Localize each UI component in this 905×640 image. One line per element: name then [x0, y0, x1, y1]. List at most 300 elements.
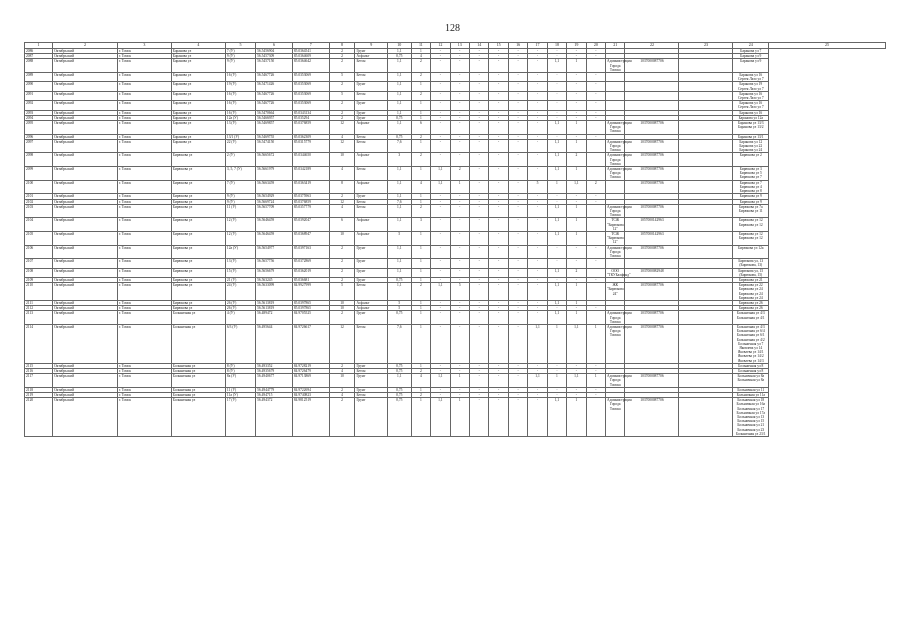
- cell-area: 0,75: [387, 54, 411, 59]
- cell-n6: -: [508, 231, 527, 245]
- cell-n2: 1,1: [431, 167, 450, 181]
- cell-no: 2092: [25, 101, 53, 110]
- header-cell: 19: [567, 43, 586, 49]
- cell-surface: Бетон: [355, 91, 387, 100]
- cell-surface: Асфальт: [355, 180, 387, 194]
- cell-n2: -: [431, 54, 450, 59]
- cell-surface: Бетон: [355, 73, 387, 82]
- cell-t1: 10: [329, 300, 355, 305]
- table-row: [25, 59, 886, 73]
- cell-n10: -: [586, 194, 605, 199]
- cell-n3: -: [450, 91, 469, 100]
- cell-surface: Грунт: [355, 110, 387, 115]
- cell-t1: 4: [329, 167, 355, 181]
- cell-n5: -: [489, 398, 508, 437]
- cell-area: 5: [387, 306, 411, 311]
- cell-addresses: [733, 153, 769, 167]
- header-cell: 9: [355, 43, 387, 49]
- cell-lat: 56.5457309: [256, 54, 293, 59]
- cell-n6: -: [508, 398, 527, 437]
- cell-n1: 4: [411, 180, 430, 194]
- cell-owner: ЖК "Бирюкова 24": [606, 283, 625, 301]
- cell-n6: -: [508, 204, 527, 218]
- cell-n7: -: [528, 218, 547, 232]
- cell-n5: -: [489, 59, 508, 73]
- cell-n7: -: [528, 139, 547, 153]
- cell-n10: -: [586, 259, 605, 268]
- cell-n4: -: [469, 82, 488, 91]
- cell-surface: Асфальт: [355, 54, 387, 59]
- cell-owner: Администрация Города Томска: [607, 374, 632, 387]
- cell-n4: -: [469, 153, 488, 167]
- table-row: [25, 324, 886, 363]
- table-row: [25, 204, 886, 218]
- cell-n5: -: [489, 363, 508, 368]
- address-line: Баранова ул 12а: [738, 115, 763, 120]
- cell-n2: -: [431, 82, 450, 91]
- cell-n1: 1: [411, 110, 430, 115]
- cell-n3: -: [450, 134, 469, 139]
- cell-n7: -: [528, 134, 547, 139]
- cell-addresses: [733, 324, 769, 363]
- cell-spare: [679, 311, 733, 325]
- cell-n10: -: [586, 134, 605, 139]
- cell-ogrn: 1037000087706: [625, 153, 679, 167]
- cell-no: 2113: [25, 311, 53, 325]
- cell-street: Бирюкова ул: [171, 283, 225, 301]
- cell-n10: -: [586, 387, 605, 392]
- cell-surface: Асфальт: [355, 218, 387, 232]
- cell-n9: -: [567, 194, 586, 199]
- cell-n2: -: [431, 277, 450, 282]
- cell-n2: -: [431, 387, 450, 392]
- cell-n3: -: [450, 204, 469, 218]
- cell-t1: 2: [329, 398, 355, 437]
- cell-addresses: [733, 121, 769, 135]
- cell-n4: -: [469, 398, 488, 437]
- cell-n3: -: [450, 54, 469, 59]
- cell-n10: -: [586, 277, 605, 282]
- cell-t1: 12: [329, 139, 355, 153]
- cell-n7: -: [528, 300, 547, 305]
- cell-district: Октябрьский: [53, 180, 118, 194]
- cell-n6: -: [508, 167, 527, 181]
- cell-district: Октябрьский: [53, 245, 118, 259]
- cell-n3: -: [450, 199, 469, 204]
- cell-n7: -: [528, 231, 547, 245]
- cell-n6: -: [508, 110, 527, 115]
- cell-n9: 1: [567, 139, 586, 153]
- cell-n4: -: [469, 374, 488, 388]
- cell-ogrn: 1037000087706: [625, 204, 679, 218]
- cell-addresses: [733, 387, 769, 392]
- address-line: Бирюкова ул 9: [739, 194, 762, 199]
- cell-n6: -: [508, 54, 527, 59]
- cell-t1: 2: [329, 259, 355, 268]
- cell-house: 12 (У): [225, 218, 255, 232]
- cell-city: г. Томск: [117, 311, 171, 325]
- cell-ogrn: 1057000142963: [625, 231, 679, 245]
- cell-area: 1,1: [387, 374, 411, 388]
- cell-n1: 1: [411, 398, 430, 437]
- cell-n9: -: [567, 110, 586, 115]
- cell-lon: 85.0343134: [292, 110, 329, 115]
- cell-addresses: [733, 204, 769, 218]
- cell-n4: -: [469, 218, 488, 232]
- cell-n10: 2: [586, 180, 605, 194]
- cell-area: 1,1: [387, 91, 411, 100]
- cell-area: 1,1: [387, 204, 411, 218]
- cell-n4: -: [469, 311, 488, 325]
- address-line: Баранова ул 13/3: [737, 121, 764, 126]
- cell-n7: 5: [528, 180, 547, 194]
- cell-n5: -: [489, 73, 508, 82]
- cell-owner: [606, 101, 625, 110]
- cell-n3: 5: [450, 283, 469, 301]
- cell-ogrn: 1037000087706: [625, 311, 679, 325]
- header-cell: 8: [329, 43, 355, 49]
- address-line: Бирюкова ул 3: [739, 167, 762, 172]
- header-cell: 5: [225, 43, 255, 49]
- cell-surface: Бетон: [355, 134, 387, 139]
- cell-t1: 10: [329, 374, 355, 388]
- cell-area: 1,1: [387, 167, 411, 181]
- address-line: Бирюкова ул, 15 (Бирюкова, 15): [738, 268, 764, 277]
- header-cell: 11: [411, 43, 430, 49]
- cell-n5: -: [489, 300, 508, 305]
- cell-n5: -: [489, 268, 508, 277]
- cell-lon: 85.0397865: [292, 300, 329, 305]
- cell-area: 0,75: [387, 369, 411, 374]
- cell-no: 2088: [25, 59, 53, 73]
- cell-district: Октябрьский: [53, 121, 118, 135]
- cell-n4: -: [469, 134, 488, 139]
- cell-addresses: [733, 283, 769, 301]
- address-line: Сергея Лазо ул 7: [737, 86, 764, 91]
- cell-surface: Бетон: [355, 59, 387, 73]
- cell-n3: -: [450, 73, 469, 82]
- cell-street: Больничная ул: [171, 363, 225, 368]
- cell-street: Бирюкова ул: [171, 300, 225, 305]
- cell-t1: 2: [329, 115, 355, 120]
- cell-lat: 56.5654977: [256, 245, 293, 259]
- cell-n3: -: [450, 245, 469, 259]
- cell-district: Октябрьский: [53, 73, 118, 82]
- cell-n8: 1,1: [547, 121, 566, 135]
- cell-n9: -: [567, 306, 586, 311]
- cell-n9: -: [567, 199, 586, 204]
- cell-house: 17 (У): [225, 398, 255, 437]
- cell-n5: -: [489, 277, 508, 282]
- cell-house: 9 (У): [225, 194, 255, 199]
- cell-area: 1,1: [387, 110, 411, 115]
- cell-area: 1,1: [387, 59, 411, 73]
- header-cell: 25: [769, 43, 886, 49]
- cell-n3: -: [450, 306, 469, 311]
- cell-n3: 1: [450, 398, 469, 437]
- address-line: Баранова ул 16: [739, 101, 763, 106]
- cell-street: Бирюкова ул: [171, 194, 225, 199]
- cell-n9: 1: [567, 283, 586, 301]
- cell-lat: 56.5633099: [256, 283, 293, 301]
- cell-addresses: [733, 363, 769, 368]
- cell-n5: -: [489, 369, 508, 374]
- cell-t1: 6: [329, 218, 355, 232]
- cell-district: Октябрьский: [53, 393, 118, 398]
- cell-spare: [679, 180, 733, 194]
- cell-surface: Бетон: [355, 204, 387, 218]
- cell-area: 0,75: [387, 387, 411, 392]
- cell-n5: -: [489, 139, 508, 153]
- cell-n2: -: [431, 91, 450, 100]
- cell-n3: -: [450, 121, 469, 135]
- cell-n6: -: [508, 49, 527, 54]
- cell-n5: -: [489, 374, 508, 388]
- cell-street: Больничная ул: [171, 311, 225, 325]
- cell-n3: -: [450, 153, 469, 167]
- address-line: Баранова ул 9: [740, 59, 762, 64]
- cell-n7: -: [528, 115, 547, 120]
- cell-n9: 1: [567, 167, 586, 181]
- cell-t1: 5: [329, 283, 355, 301]
- cell-n7: -: [528, 369, 547, 374]
- cell-n2: -: [431, 369, 450, 374]
- cell-city: г. Томск: [117, 369, 171, 374]
- cell-n10: -: [586, 199, 605, 204]
- cell-city: г. Томск: [117, 153, 171, 167]
- cell-surface: Бетон: [355, 139, 387, 153]
- cell-n5: -: [489, 231, 508, 245]
- cell-n9: -: [567, 115, 586, 120]
- cell-n7: -: [528, 110, 547, 115]
- cell-n9: -: [567, 101, 586, 110]
- cell-n8: 1: [547, 180, 566, 194]
- cell-addresses: [733, 101, 769, 110]
- cell-spare: [679, 283, 733, 301]
- cell-surface: Грунт: [355, 363, 387, 368]
- cell-no: 2118: [25, 387, 53, 392]
- cell-house: 26 (У): [225, 300, 255, 305]
- cell-no: 2100: [25, 180, 53, 194]
- cell-n10: [586, 121, 605, 135]
- cell-n9: 1,1: [567, 180, 586, 194]
- address-line: Бирюкова ул 7а: [738, 204, 763, 209]
- cell-lat: 56.5469857: [256, 121, 293, 135]
- cell-n5: -: [489, 134, 508, 139]
- cell-n5: -: [489, 91, 508, 100]
- cell-n10: -: [586, 110, 605, 115]
- cell-ogrn: [625, 259, 679, 268]
- cell-n8: -: [547, 363, 566, 368]
- cell-addresses: [733, 259, 769, 268]
- cell-city: г. Томск: [117, 73, 171, 82]
- cell-district: Октябрьский: [53, 363, 118, 368]
- cell-n4: -: [469, 167, 488, 181]
- cell-t1: 12: [329, 324, 355, 363]
- cell-n7: -: [528, 73, 547, 82]
- cell-n5: -: [489, 101, 508, 110]
- cell-n4: -: [469, 139, 488, 153]
- cell-n3: -: [450, 363, 469, 368]
- cell-lon: 85.0368947: [292, 231, 329, 245]
- cell-addresses: [733, 218, 769, 232]
- cell-street: Баранова ул: [171, 54, 225, 59]
- address-line: Больничная ул 8а: [737, 374, 765, 379]
- cell-lon: 84.9728219: [292, 363, 329, 368]
- cell-n10: [586, 204, 605, 218]
- cell-n4: -: [469, 73, 488, 82]
- cell-house: 8 (У): [225, 363, 255, 368]
- cell-street: Баранова ул: [171, 139, 225, 153]
- table-row: [25, 311, 886, 325]
- cell-owner: [606, 259, 625, 268]
- cell-no: 2101: [25, 194, 53, 199]
- cell-spare: [679, 398, 733, 437]
- cell-n6: -: [508, 259, 527, 268]
- cell-no: 2110: [25, 283, 53, 301]
- address-line: Баранова ул 16: [739, 91, 763, 96]
- cell-n6: -: [508, 194, 527, 199]
- cell-lat: 56.489472: [256, 311, 293, 325]
- cell-lat: 56.494715: [256, 393, 293, 398]
- cell-n6: -: [508, 199, 527, 204]
- address-line: Больничная ул 23/1: [735, 431, 766, 436]
- cell-n1: 1: [411, 49, 430, 54]
- cell-surface: Грунт: [355, 387, 387, 392]
- address-line: Бирюкова ул 11: [738, 208, 763, 213]
- cell-t1: 2: [329, 363, 355, 368]
- cell-city: г. Томск: [117, 167, 171, 181]
- cell-house: 22 (У): [225, 139, 255, 153]
- cell-n3: 1: [450, 180, 469, 194]
- cell-n5: -: [489, 283, 508, 301]
- cell-area: 1,1: [387, 283, 411, 301]
- cell-n1: 3: [411, 218, 430, 232]
- cell-house: 13/1 (У): [225, 134, 255, 139]
- cell-n7: -: [528, 91, 547, 100]
- address-line: Больничная ул 23: [737, 427, 765, 432]
- address-line: Баранова ул 13/1: [737, 134, 764, 139]
- cell-n6: -: [508, 306, 527, 311]
- cell-lat: 56.5656679: [256, 268, 293, 277]
- cell-ogrn: 1037000082948: [625, 268, 679, 277]
- cell-lon: 85.0375963: [292, 194, 329, 199]
- address-line: Бирюкова ул 24: [738, 295, 763, 300]
- cell-addresses: [733, 374, 769, 388]
- table-row: [25, 283, 886, 301]
- cell-n10: -: [586, 369, 605, 374]
- cell-area: 1,1: [387, 259, 411, 268]
- cell-n7: -: [528, 387, 547, 392]
- cell-n6: -: [508, 139, 527, 153]
- header-cell: 21: [606, 43, 625, 49]
- cell-n3: -: [450, 82, 469, 91]
- cell-n1: 1: [411, 231, 430, 245]
- cell-addresses: [733, 139, 769, 153]
- cell-n4: -: [469, 277, 488, 282]
- cell-no: 2093: [25, 110, 53, 115]
- cell-lon: 85.0363419: [292, 180, 329, 194]
- address-line: Больничная ул 6/1: [736, 333, 765, 338]
- cell-ogrn: 1037000087706: [625, 324, 679, 363]
- cell-n6: -: [508, 73, 527, 82]
- cell-n8: 1,1: [547, 398, 566, 437]
- address-line: Бирюкова ул 12: [738, 236, 763, 241]
- header-cell: 18: [547, 43, 566, 49]
- cell-owner: Администрация Города Томска: [607, 311, 632, 324]
- cell-n2: -: [431, 300, 450, 305]
- table-row: [25, 268, 886, 277]
- address-line: Сергея Лазо ул 7: [737, 96, 764, 101]
- cell-ogrn: 1037000087706: [625, 374, 679, 388]
- cell-district: Октябрьский: [53, 110, 118, 115]
- header-cell: 23: [679, 43, 733, 49]
- cell-n5: -: [489, 153, 508, 167]
- cell-t1: 2: [329, 245, 355, 259]
- cell-area: 0,75: [387, 398, 411, 437]
- cell-street: Баранова ул: [171, 115, 225, 120]
- cell-n6: -: [508, 101, 527, 110]
- cell-owner: ТСЖ "Бирюкова 12": [607, 231, 624, 245]
- cell-house: 12а (У): [225, 115, 255, 120]
- cell-lon: 85.0397163: [292, 245, 329, 259]
- cell-n7: -: [528, 54, 547, 59]
- cell-surface: Грунт: [355, 268, 387, 277]
- cell-n4: -: [469, 59, 488, 73]
- cell-n9: -: [567, 73, 586, 82]
- cell-spare: [679, 268, 733, 277]
- cell-lat: 56.563245: [256, 277, 293, 282]
- cell-spare: [679, 245, 733, 259]
- cell-city: г. Томск: [117, 268, 171, 277]
- cell-ogrn: 1037000087706: [625, 283, 679, 301]
- cell-surface: Бетон: [355, 283, 387, 301]
- cell-spare: [679, 59, 733, 73]
- cell-n1: 1: [411, 363, 430, 368]
- cell-n9: 1: [567, 231, 586, 245]
- cell-surface: Бетон: [355, 324, 387, 363]
- cell-area: 7,6: [387, 139, 411, 153]
- cell-lon: 85.0353069: [292, 82, 329, 91]
- cell-city: г. Томск: [117, 218, 171, 232]
- cell-area: 1,1: [387, 218, 411, 232]
- cell-no: 2105: [25, 231, 53, 245]
- cell-no: 2086: [25, 49, 53, 54]
- cell-n2: -: [431, 59, 450, 73]
- cell-addresses: [733, 393, 769, 398]
- cell-n6: -: [508, 134, 527, 139]
- address-line: Больничная ул 4/3: [736, 311, 765, 316]
- cell-lat: 56.5669724: [256, 199, 293, 204]
- address-line: Больничная ул 17: [737, 406, 765, 411]
- cell-surface: Грунт: [355, 82, 387, 91]
- cell-street: Больничная ул: [171, 374, 225, 388]
- cell-owner: Администрация Города Томска: [607, 59, 632, 72]
- cell-lat: 56.5467726: [256, 91, 293, 100]
- cell-addresses: [733, 268, 769, 277]
- cell-n1: 2: [411, 393, 430, 398]
- cell-spare: [679, 121, 733, 135]
- cell-lat: 56.5467726: [256, 101, 293, 110]
- cell-house: 9 (У): [225, 54, 255, 59]
- cell-n7: -: [528, 268, 547, 277]
- cell-lon: 84.9713869: [292, 374, 329, 388]
- cell-n10: 1: [586, 324, 605, 363]
- cell-lat: 56.5646459: [256, 231, 293, 245]
- cell-t1: 2: [329, 277, 355, 282]
- address-line: Бирюкова ул 21: [738, 277, 763, 282]
- cell-n5: -: [489, 199, 508, 204]
